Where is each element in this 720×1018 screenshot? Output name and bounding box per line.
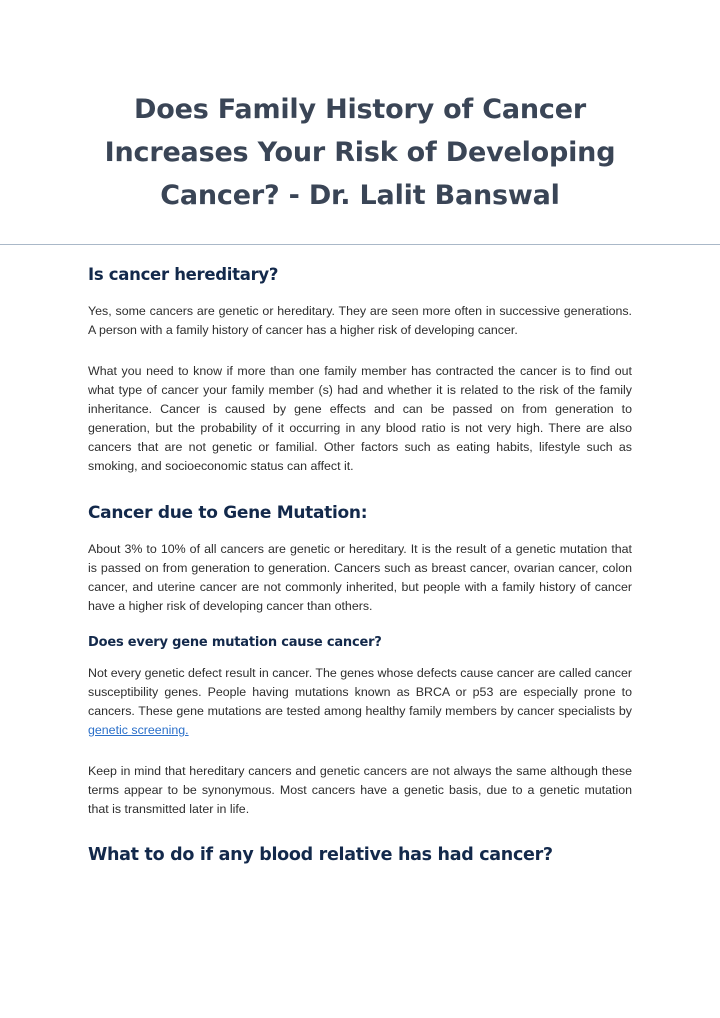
paragraph-gene-mutation: About 3% to 10% of all cancers are genetic or hereditary. It is the result of a genetic mutation that is passed on from generation to generation. Cancers such as breast cancer, ovarian cancer, colon cancer, and uterine cancer are not commonly inherited, but people with a family history of cancer have a higher risk of developing cancer than others.	[88, 542, 632, 613]
paragraph-susceptibility-genes	[88, 664, 632, 740]
title-divider	[0, 244, 720, 245]
article-body	[88, 262, 632, 869]
genetic-screening-link[interactable]: genetic screening.	[88, 723, 189, 737]
paragraph-hereditary-details: What you need to know if more than one family member has contracted the cancer is to find out what type of cancer your family member (s) had and whether it is related to the risk of the family inheritance. Cancer is caused by gene effects and can be passed on from generation to generation, but the probability of it occurring in any blood ratio is not very high. There are also cancers that are not genetic or familial. Other factors such as eating habits, lifestyle such as smoking, and socioeconomic status can affect it.	[88, 364, 632, 473]
section-heading-blood-relative: What to do if any blood relative has had cancer?	[88, 845, 553, 865]
subheading-every-mutation: Does every gene mutation cause cancer?	[88, 635, 382, 650]
section-heading-hereditary: Is cancer hereditary?	[88, 265, 279, 284]
page-title: Does Family History of Cancer Increases Your Risk of Developing Cancer? - Dr. Lalit Banswal	[104, 94, 616, 211]
paragraph-hereditary-vs-genetic: Keep in mind that hereditary cancers and genetic cancers are not always the same although these terms appear to be synonymous. Most cancers have a genetic basis, due to a genetic mutation that is transmitted later in life.	[88, 764, 632, 816]
section-heading-gene-mutation: Cancer due to Gene Mutation:	[88, 503, 368, 523]
paragraph-hereditary-intro: Yes, some cancers are genetic or hereditary. They are seen more often in successive generations. A person with a family history of cancer has a higher risk of developing cancer.	[88, 304, 632, 337]
paragraph-susceptibility-text: Not every genetic defect result in cancer. The genes whose defects cause cancer are called cancer susceptibility genes. People having mutations known as BRCA or p53 are especially prone to cancers. These gene mutations are tested among healthy family members by cancer specialists by	[88, 666, 632, 718]
